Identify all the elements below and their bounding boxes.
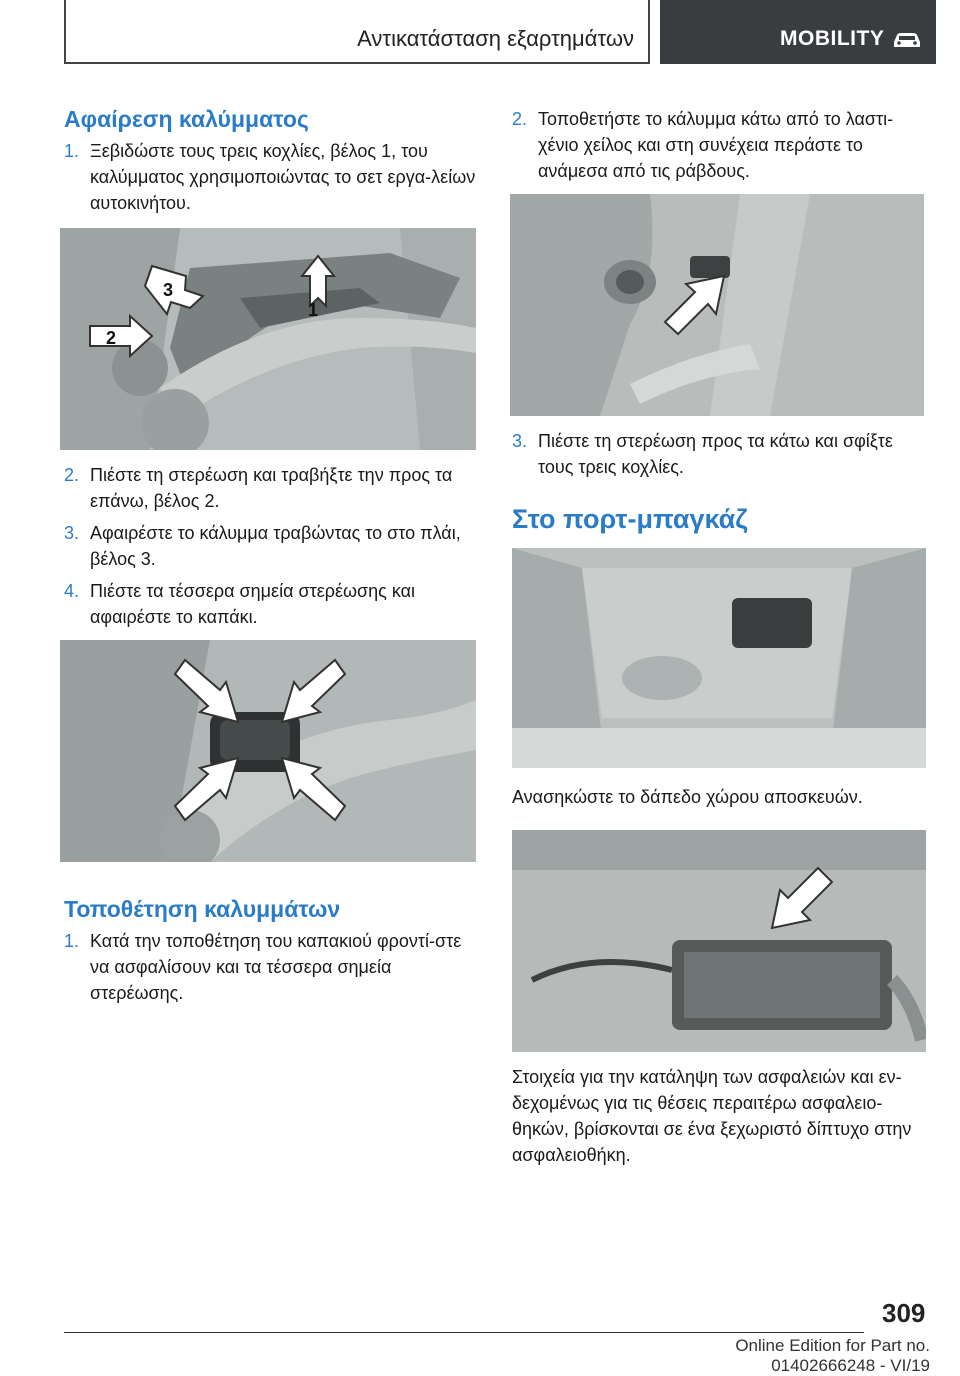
figure-trunk-floor <box>512 548 926 768</box>
step-text: Τοποθετήστε το κάλυμμα κάτω από το λαστι‐χένιο χείλος και στη συνέχεια περάστε το ανάμεσα από τις ράβδους. <box>538 109 894 181</box>
step-text: Πιέστε τη στερέωση και τραβήξτε την προς τα επάνω, βέλος 2. <box>90 465 453 511</box>
figure-engine-cover-arrows <box>60 228 476 450</box>
car-icon <box>892 30 922 50</box>
install-step-1 <box>64 928 478 1006</box>
header-section-box <box>64 0 650 64</box>
step-2 <box>64 462 478 514</box>
mobility-tab[interactable] <box>660 0 936 64</box>
step-number: 2. <box>64 465 80 485</box>
step-4 <box>64 578 478 630</box>
arrow-label: 2 <box>106 328 117 348</box>
figure-rubber-lip <box>510 194 924 416</box>
step-text: Αφαιρέστε το κάλυμμα τραβώντας το στο πλάι, βέλος 3. <box>90 523 461 569</box>
step-number: 4. <box>64 581 80 601</box>
heading-luggage-compartment: Στο πορτ-μπαγκάζ <box>512 504 748 534</box>
footer-divider <box>64 1332 864 1333</box>
figure-cap-four-arrows <box>60 640 476 862</box>
right-step-2 <box>512 106 926 184</box>
heading-install-covers: Τοποθέτηση καλυμμάτων <box>64 896 341 922</box>
step-number: 1. <box>64 931 80 951</box>
heading-remove-cover: Αφαίρεση καλύμματος <box>64 106 309 132</box>
step-number: 2. <box>512 109 528 129</box>
step-text: Πιέστε τα τέσσερα σημεία στερέωσης και αφαιρέστε το καπάκι. <box>90 581 416 627</box>
lift-floor-text: Ανασηκώστε το δάπεδο χώρου αποσκευών. <box>512 787 863 807</box>
fuse-info-text: Στοιχεία για την κατάληψη των ασφαλειών και εν‐δεχομένως για τις θέσεις περαιτέρω ασφαλειο‐θηκών, βρίσκονται σε ένα ξεχωριστό δίπτυχο στην ασφαλειοθήκη. <box>512 1067 912 1165</box>
edition-text: Online Edition for Part no. 01402666248 - VI/19 <box>735 1336 930 1375</box>
figure-fuse-box <box>512 830 926 1052</box>
step-number: 3. <box>512 431 528 451</box>
step-text: Κατά την τοποθέτηση του καπακιού φροντί‐στε να ασφαλίσουν και τα τέσσερα σημεία στερέωσης. <box>90 931 462 1003</box>
step-text: Πιέστε τη στερέωση προς τα κάτω και σφίξτε τους τρεις κοχλίες. <box>538 431 893 477</box>
step-number: 3. <box>64 523 80 543</box>
step-1 <box>64 138 478 216</box>
page-number: 309 <box>882 1298 926 1328</box>
section-title: Αντικατάσταση εξαρτημάτων <box>357 26 634 51</box>
step-number: 1. <box>64 141 80 161</box>
step-3 <box>64 520 478 572</box>
arrow-label: 3 <box>163 280 174 300</box>
mobility-tab-label: MOBILITY <box>780 27 885 50</box>
step-text: Ξεβιδώστε τους τρεις κοχλίες, βέλος 1, του καλύμματος χρησιμοποιώντας το σετ εργα‐λείων αυτοκινήτου. <box>90 141 476 213</box>
right-step-3 <box>512 428 926 480</box>
arrow-label: 1 <box>308 300 319 320</box>
